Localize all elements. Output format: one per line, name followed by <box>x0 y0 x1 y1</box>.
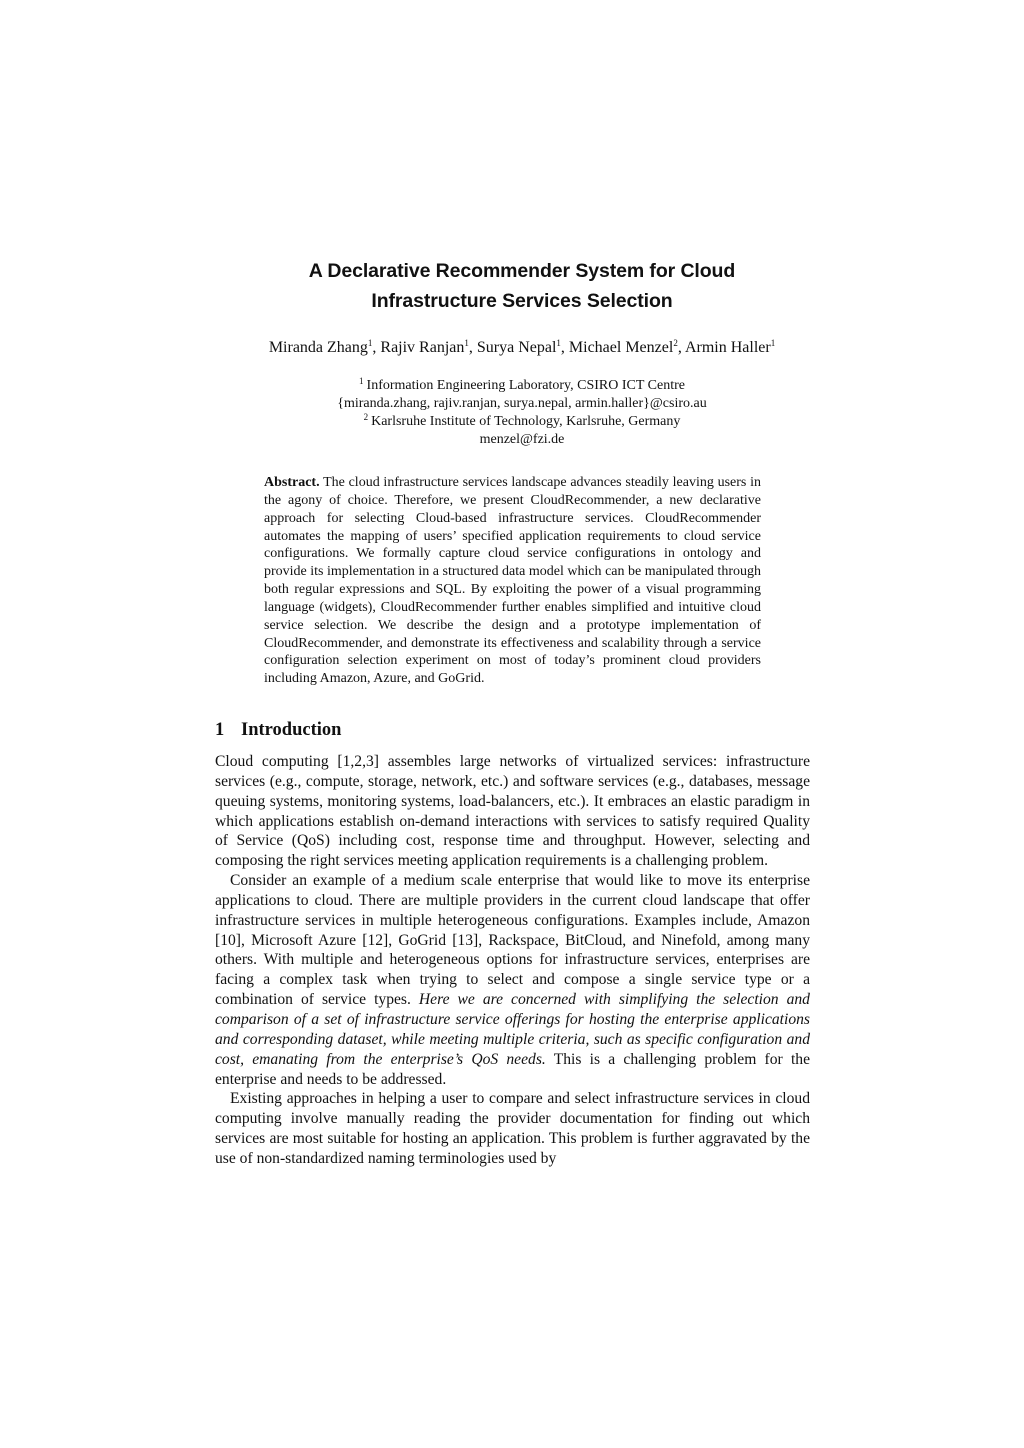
author: Rajiv Ranjan$^1$, <box>380 338 477 356</box>
emphasis-text: Here we are concerned with simplifying the selection and comparison of a set of infrastructure service offerings for hosting the enterprise applications and corresponding dataset, while meeting multiple criteria, such as specific configuration and cost, emanating from the enterprise’s QoS needs. <box>215 991 810 1068</box>
author: Armin Haller$^1$ <box>684 338 776 356</box>
section-heading-introduction <box>215 718 341 742</box>
abstract-label: Abstract. <box>264 475 320 490</box>
author: Miranda Zhang$^1$, <box>268 338 381 356</box>
paragraph: Cloud computing [1,2,3] assembles large networks of virtualized services: infrastructure services (e.g., compute, storage, network, etc.) and software services (e.g., databases, message queuing systems, monitoring systems, load-balancers, etc.). It embraces an elastic paradigm in which applications establish on-demand interactions with services to satisfy required Quality of Service (QoS) including cost, response time and throughput. However, selecting and composing the right services meeting application requirements is a challenging problem. <box>215 753 810 870</box>
section-number: 1 <box>215 720 225 740</box>
title-line-1: A Declarative Recommender System for Cloud <box>308 260 736 282</box>
affiliation-1-email: {miranda.zhang, rajiv.ranjan, surya.nepal, armin.haller}@csiro.au <box>337 396 707 411</box>
affiliation-2: $^2$ Karlsruhe Institute of Technology, Karlsruhe, Germany <box>363 412 681 429</box>
introduction-body <box>215 752 810 1169</box>
paragraph: Existing approaches in helping a user to compare and select infrastructure services in cloud computing involve manually reading the provider documentation for finding out which services are most suitable for hosting an application. This problem is further aggravated by the use of non-standardized naming terminologies used by <box>215 1090 810 1167</box>
affiliation-2-email: menzel@fzi.de <box>479 432 565 447</box>
section-title: Introduction <box>241 720 342 740</box>
author: Michael Menzel$^2$, <box>568 338 685 356</box>
abstract-text: The cloud infrastructure services landscape advances steadily leaving users in the agony of choice. Therefore, we present CloudRecommender, a new declarative approach for selecting Cloud-based infrastructure services. CloudRecommender automates the mapping of users’ specified application requirements to cloud service configurations. We formally capture cloud service configurations in ontology and provide its implementation in a structured data model which can be manipulated through both regular expressions and SQL. By exploiting the power of a visual programming language (widgets), CloudRecommender further enables simplified and intuitive cloud service selection. We describe the design and a prototype implementation of CloudRecommender, and demonstrate its effectiveness and scalability through a service configuration selection experiment on most of today’s prominent cloud providers including Amazon, Azure, and GoGrid. <box>264 475 761 687</box>
paragraph: Consider an example of a medium scale enterprise that would like to move its enterprise applications to cloud. There are multiple providers in the current cloud landscape that offer infrastructure services in multiple heterogeneous configurations. Examples include, Amazon [10], Microsoft Azure [12], GoGrid [13], Rackspace, BitCloud, and Ninefold, among many others. With multiple and heterogeneous options for infrastructure services, enterprises are facing a complex task when trying to select and compose a single service type or a combination of service types. Here we are concerned with simplifying the selection and comparison of a set of infrastructure service offerings for hosting the enterprise applications and corresponding dataset, while meeting multiple criteria, such as specific configuration and cost, emanating from the enterprise’s QoS needs. This is a challenging problem for the enterprise and needs to be addressed. <box>215 872 810 1088</box>
author: Surya Nepal$^1$, <box>476 338 569 356</box>
affiliations <box>0 377 1024 449</box>
abstract <box>264 474 761 688</box>
author-list <box>0 338 1024 358</box>
affiliation-1: $^1$ Information Engineering Laboratory, CSIRO ICT Centre <box>359 376 685 393</box>
title-line-2: Infrastructure Services Selection <box>371 290 673 312</box>
paper-title <box>0 256 1024 316</box>
